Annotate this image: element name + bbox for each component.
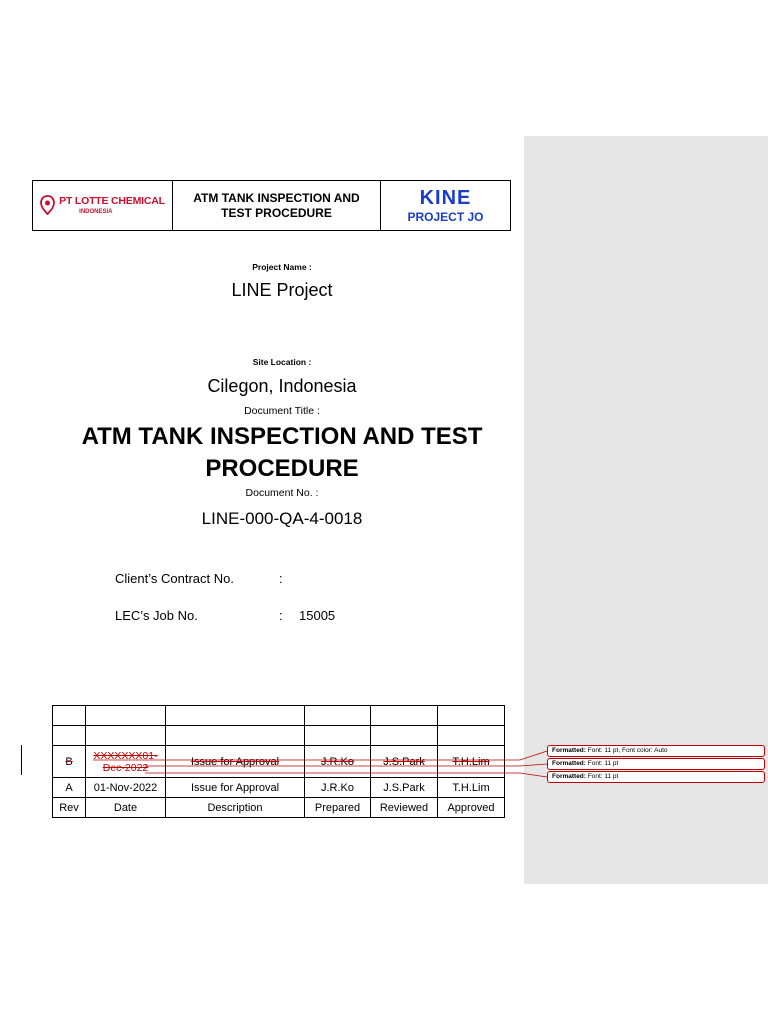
prepared-cell: J.R.Ko [305,746,371,778]
logo-cell [33,181,173,230]
header-prepared: Prepared [305,798,371,818]
comment-balloon-1[interactable] [547,745,765,757]
header-description: Description [166,798,305,818]
project-name: LINE Project [231,280,333,300]
site-location: Cilegon, Indonesia [207,376,357,396]
balloon-text: Font: 11 pt, Font color: Auto [587,747,668,754]
table-header-row [53,798,505,818]
logo-subtext: INDONESIA [79,208,113,215]
header-reviewed: Reviewed [371,798,438,818]
approved-cell: T.H.Lim [438,778,505,798]
balloon-text: Font: 11 pt [587,760,619,767]
rev-cell: B [53,746,86,778]
deleted-date-line1: XXXXXXX01- [93,749,158,762]
balloon-label: Formatted: [552,747,586,754]
table-row-rev-a [53,778,505,798]
description-cell: Issue for Approval [166,746,305,778]
comment-balloon-3[interactable] [547,771,765,783]
document-no-label: Document No. : [245,487,319,499]
lotte-logo [40,195,165,217]
deleted-date-line2: Dec-2022 [102,761,149,774]
lotte-logo-icon [40,195,55,215]
header-approved: Approved [438,798,505,818]
job-value: 15005 [299,608,336,623]
date-cell: 01-Nov-2022 [86,778,166,798]
site-location-label: Site Location : [252,357,312,367]
job-colon: : [279,608,283,623]
date-cell-deleted [86,746,166,778]
comment-balloon-2[interactable] [547,758,765,770]
balloon-label: Formatted: [552,773,586,780]
document-header [32,180,511,231]
revision-table [52,705,505,818]
header-title-cell [173,181,381,230]
logo-text: PT LOTTE CHEMICAL [59,194,165,207]
kine-cell [381,181,510,230]
reviewed-cell: J.S.Park [371,778,438,798]
table-row-empty-1 [53,706,505,726]
reviewed-cell: J.S.Park [371,746,438,778]
balloon-text: Font: 11 pt [587,773,619,780]
project-jo-label: PROJECT JO [407,209,484,224]
approved-cell: T.H.Lim [438,746,505,778]
project-name-label: Project Name : [252,262,312,272]
job-label: LEC’s Job No. [115,608,198,623]
table-row-empty-2 [53,726,505,746]
description-cell: Issue for Approval [166,778,305,798]
header-title-line1: ATM TANK INSPECTION AND [193,190,360,205]
document-title-line2: PROCEDURE [205,455,359,482]
kine-logo: KINE [419,186,472,209]
document-title-line1: ATM TANK INSPECTION AND TEST [81,423,483,450]
document-no: LINE-000-QA-4-0018 [201,509,363,528]
header-title-line2: TEST PROCEDURE [221,205,332,220]
rev-cell: A [53,778,86,798]
table-row-rev-b [53,746,505,778]
header-rev: Rev [53,798,86,818]
header-date: Date [86,798,166,818]
balloon-label: Formatted: [552,760,586,767]
change-bar [21,745,22,775]
document-title-label: Document Title : [244,405,320,417]
prepared-cell: J.R.Ko [305,778,371,798]
contract-colon: : [279,571,283,586]
contract-label: Client’s Contract No. [115,571,234,586]
